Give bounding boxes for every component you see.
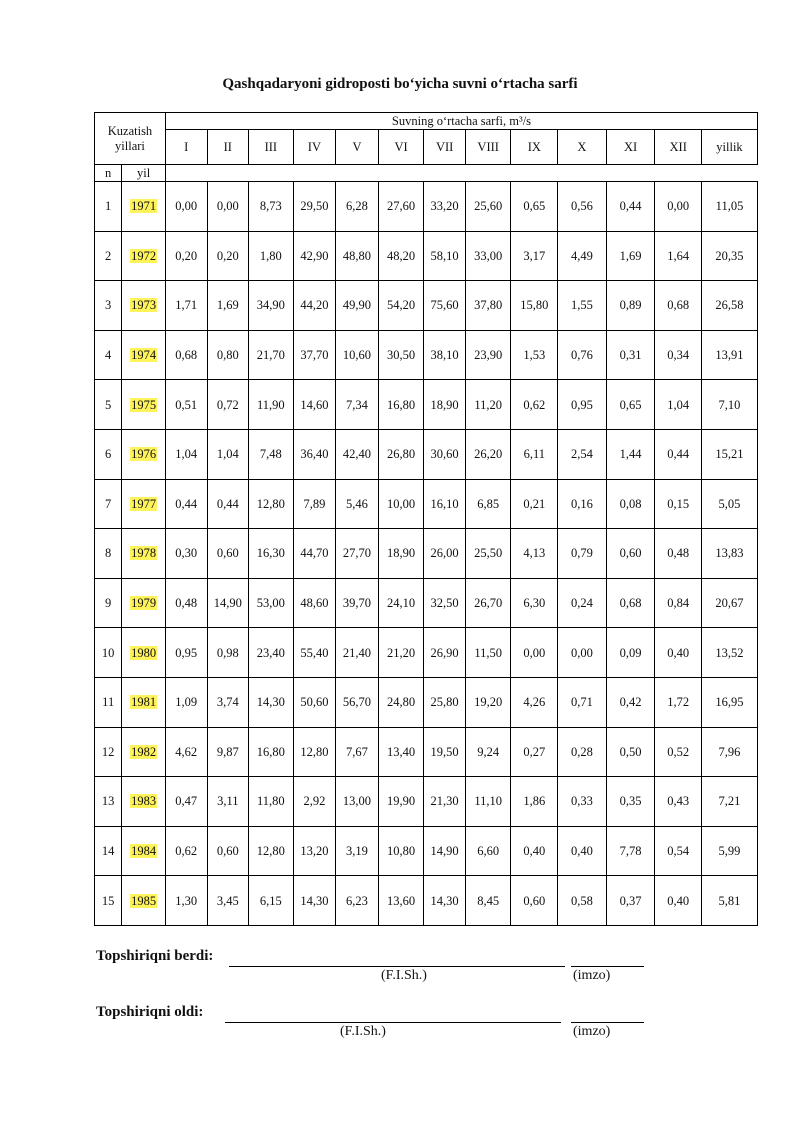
value-cell: 29,50 bbox=[293, 182, 336, 232]
month-header: VIII bbox=[465, 130, 511, 165]
value-cell: 49,90 bbox=[336, 281, 379, 331]
value-cell: 53,00 bbox=[249, 578, 294, 628]
row-number: 10 bbox=[95, 628, 122, 678]
year-highlight: 1982 bbox=[131, 744, 157, 759]
value-cell: 0,79 bbox=[558, 529, 607, 579]
table-row bbox=[95, 677, 758, 727]
value-cell: 16,95 bbox=[701, 677, 757, 727]
row-number: 15 bbox=[95, 876, 122, 926]
row-number: 12 bbox=[95, 727, 122, 777]
value-cell: 0,37 bbox=[606, 876, 655, 926]
given-by-name-line bbox=[229, 966, 565, 967]
value-cell: 6,11 bbox=[511, 429, 558, 479]
value-cell: 0,54 bbox=[655, 826, 702, 876]
year-header: yil bbox=[122, 165, 166, 182]
value-cell: 21,20 bbox=[378, 628, 424, 678]
value-cell: 58,10 bbox=[424, 231, 466, 281]
value-cell: 0,60 bbox=[606, 529, 655, 579]
value-cell: 26,80 bbox=[378, 429, 424, 479]
value-cell: 18,90 bbox=[424, 380, 466, 430]
value-cell: 15,21 bbox=[701, 429, 757, 479]
value-cell: 0,80 bbox=[207, 330, 249, 380]
year-cell bbox=[122, 628, 166, 678]
month-header: I bbox=[165, 130, 207, 165]
value-cell: 44,20 bbox=[293, 281, 336, 331]
value-cell: 6,15 bbox=[249, 876, 294, 926]
table-row bbox=[95, 281, 758, 331]
year-cell bbox=[122, 826, 166, 876]
value-cell: 20,35 bbox=[701, 231, 757, 281]
value-cell: 14,60 bbox=[293, 380, 336, 430]
value-cell: 10,60 bbox=[336, 330, 379, 380]
value-cell: 0,60 bbox=[207, 529, 249, 579]
value-cell: 4,13 bbox=[511, 529, 558, 579]
value-cell: 0,44 bbox=[606, 182, 655, 232]
value-cell: 0,76 bbox=[558, 330, 607, 380]
row-number: 13 bbox=[95, 777, 122, 827]
value-cell: 1,04 bbox=[165, 429, 207, 479]
year-cell bbox=[122, 429, 166, 479]
row-number: 4 bbox=[95, 330, 122, 380]
value-cell: 36,40 bbox=[293, 429, 336, 479]
year-cell bbox=[122, 182, 166, 232]
value-cell: 0,27 bbox=[511, 727, 558, 777]
value-cell: 14,30 bbox=[249, 677, 294, 727]
value-cell: 26,20 bbox=[465, 429, 511, 479]
value-cell: 32,50 bbox=[424, 578, 466, 628]
value-cell: 18,90 bbox=[378, 529, 424, 579]
value-cell: 11,80 bbox=[249, 777, 294, 827]
value-cell: 8,45 bbox=[465, 876, 511, 926]
value-cell: 14,30 bbox=[293, 876, 336, 926]
value-cell: 23,90 bbox=[465, 330, 511, 380]
value-cell: 0,31 bbox=[606, 330, 655, 380]
value-cell: 21,40 bbox=[336, 628, 379, 678]
given-by-signature-line bbox=[571, 966, 644, 967]
value-cell: 0,71 bbox=[558, 677, 607, 727]
year-highlight: 1974 bbox=[131, 348, 157, 363]
value-cell: 30,50 bbox=[378, 330, 424, 380]
value-cell: 33,20 bbox=[424, 182, 466, 232]
row-number: 6 bbox=[95, 429, 122, 479]
value-cell: 0,98 bbox=[207, 628, 249, 678]
value-cell: 0,30 bbox=[165, 529, 207, 579]
value-cell: 0,68 bbox=[606, 578, 655, 628]
row-number: 5 bbox=[95, 380, 122, 430]
value-cell: 42,90 bbox=[293, 231, 336, 281]
value-cell: 0,08 bbox=[606, 479, 655, 529]
value-cell: 0,52 bbox=[655, 727, 702, 777]
value-cell: 0,47 bbox=[165, 777, 207, 827]
row-number: 9 bbox=[95, 578, 122, 628]
value-cell: 0,35 bbox=[606, 777, 655, 827]
month-header: VII bbox=[424, 130, 466, 165]
value-cell: 0,20 bbox=[165, 231, 207, 281]
value-cell: 12,80 bbox=[249, 826, 294, 876]
year-cell bbox=[122, 529, 166, 579]
value-cell: 50,60 bbox=[293, 677, 336, 727]
value-cell: 8,73 bbox=[249, 182, 294, 232]
value-cell: 42,40 bbox=[336, 429, 379, 479]
value-cell: 24,80 bbox=[378, 677, 424, 727]
value-cell: 26,58 bbox=[701, 281, 757, 331]
row-number: 14 bbox=[95, 826, 122, 876]
value-cell: 0,21 bbox=[511, 479, 558, 529]
value-cell: 33,00 bbox=[465, 231, 511, 281]
value-cell: 0,33 bbox=[558, 777, 607, 827]
value-cell: 0,00 bbox=[655, 182, 702, 232]
value-cell: 0,95 bbox=[558, 380, 607, 430]
value-cell: 15,80 bbox=[511, 281, 558, 331]
value-cell: 1,86 bbox=[511, 777, 558, 827]
value-cell: 1,04 bbox=[655, 380, 702, 430]
value-cell: 0,60 bbox=[511, 876, 558, 926]
year-highlight: 1976 bbox=[131, 447, 157, 462]
table-row bbox=[95, 628, 758, 678]
value-cell: 1,09 bbox=[165, 677, 207, 727]
year-cell bbox=[122, 876, 166, 926]
value-cell: 26,70 bbox=[465, 578, 511, 628]
value-cell: 6,23 bbox=[336, 876, 379, 926]
value-cell: 0,72 bbox=[207, 380, 249, 430]
value-cell: 5,99 bbox=[701, 826, 757, 876]
value-cell: 0,40 bbox=[558, 826, 607, 876]
value-cell: 7,10 bbox=[701, 380, 757, 430]
value-cell: 0,09 bbox=[606, 628, 655, 678]
value-cell: 13,20 bbox=[293, 826, 336, 876]
value-cell: 7,96 bbox=[701, 727, 757, 777]
given-by-fish-caption: (F.I.Sh.) bbox=[381, 968, 427, 983]
value-cell: 11,05 bbox=[701, 182, 757, 232]
year-highlight: 1983 bbox=[131, 794, 157, 809]
value-cell: 1,53 bbox=[511, 330, 558, 380]
month-header: III bbox=[249, 130, 294, 165]
received-by-name-line bbox=[225, 1022, 561, 1023]
value-cell: 0,24 bbox=[558, 578, 607, 628]
value-cell: 0,44 bbox=[207, 479, 249, 529]
value-cell: 26,90 bbox=[424, 628, 466, 678]
value-cell: 0,89 bbox=[606, 281, 655, 331]
value-cell: 0,51 bbox=[165, 380, 207, 430]
value-cell: 0,43 bbox=[655, 777, 702, 827]
value-cell: 21,30 bbox=[424, 777, 466, 827]
year-highlight: 1978 bbox=[131, 546, 157, 561]
table-row bbox=[95, 578, 758, 628]
mean-flow-header: Suvning o‘rtacha sarfi, m³/s bbox=[165, 113, 757, 130]
value-cell: 55,40 bbox=[293, 628, 336, 678]
value-cell: 25,50 bbox=[465, 529, 511, 579]
value-cell: 48,20 bbox=[378, 231, 424, 281]
value-cell: 24,10 bbox=[378, 578, 424, 628]
value-cell: 9,87 bbox=[207, 727, 249, 777]
value-cell: 25,60 bbox=[465, 182, 511, 232]
value-cell: 30,60 bbox=[424, 429, 466, 479]
value-cell: 0,65 bbox=[606, 380, 655, 430]
value-cell: 0,44 bbox=[655, 429, 702, 479]
value-cell: 0,15 bbox=[655, 479, 702, 529]
value-cell: 14,90 bbox=[207, 578, 249, 628]
value-cell: 23,40 bbox=[249, 628, 294, 678]
value-cell: 1,80 bbox=[249, 231, 294, 281]
value-cell: 38,10 bbox=[424, 330, 466, 380]
value-cell: 27,70 bbox=[336, 529, 379, 579]
value-cell: 37,70 bbox=[293, 330, 336, 380]
value-cell: 1,69 bbox=[207, 281, 249, 331]
value-cell: 16,80 bbox=[378, 380, 424, 430]
table-row bbox=[95, 182, 758, 232]
value-cell: 37,80 bbox=[465, 281, 511, 331]
year-cell bbox=[122, 727, 166, 777]
value-cell: 19,20 bbox=[465, 677, 511, 727]
value-cell: 48,60 bbox=[293, 578, 336, 628]
value-cell: 75,60 bbox=[424, 281, 466, 331]
given-by-imzo-caption: (imzo) bbox=[573, 968, 611, 983]
value-cell: 34,90 bbox=[249, 281, 294, 331]
received-by-signature-line bbox=[571, 1022, 644, 1023]
year-highlight: 1980 bbox=[131, 645, 157, 660]
value-cell: 4,62 bbox=[165, 727, 207, 777]
value-cell: 0,68 bbox=[655, 281, 702, 331]
row-number: 3 bbox=[95, 281, 122, 331]
table-row bbox=[95, 231, 758, 281]
value-cell: 10,00 bbox=[378, 479, 424, 529]
received-by-imzo-caption: (imzo) bbox=[573, 1024, 611, 1039]
year-highlight: 1979 bbox=[131, 596, 157, 611]
year-highlight: 1971 bbox=[131, 199, 157, 214]
value-cell: 16,30 bbox=[249, 529, 294, 579]
value-cell: 0,48 bbox=[165, 578, 207, 628]
value-cell: 3,45 bbox=[207, 876, 249, 926]
year-cell bbox=[122, 380, 166, 430]
value-cell: 2,92 bbox=[293, 777, 336, 827]
value-cell: 0,34 bbox=[655, 330, 702, 380]
table-row bbox=[95, 479, 758, 529]
value-cell: 14,90 bbox=[424, 826, 466, 876]
value-cell: 6,85 bbox=[465, 479, 511, 529]
value-cell: 25,80 bbox=[424, 677, 466, 727]
year-cell bbox=[122, 231, 166, 281]
value-cell: 0,00 bbox=[511, 628, 558, 678]
table-row bbox=[95, 330, 758, 380]
table-row bbox=[95, 529, 758, 579]
value-cell: 13,91 bbox=[701, 330, 757, 380]
value-cell: 16,80 bbox=[249, 727, 294, 777]
year-highlight: 1975 bbox=[131, 397, 157, 412]
value-cell: 2,54 bbox=[558, 429, 607, 479]
year-cell bbox=[122, 677, 166, 727]
value-cell: 7,89 bbox=[293, 479, 336, 529]
row-number: 2 bbox=[95, 231, 122, 281]
value-cell: 12,80 bbox=[249, 479, 294, 529]
table-row bbox=[95, 777, 758, 827]
value-cell: 0,84 bbox=[655, 578, 702, 628]
value-cell: 10,80 bbox=[378, 826, 424, 876]
value-cell: 1,69 bbox=[606, 231, 655, 281]
value-cell: 0,20 bbox=[207, 231, 249, 281]
page-title: Qashqadaryoni gidroposti bo‘yicha suvni o‘rtacha sarfi bbox=[222, 76, 578, 92]
table-row bbox=[95, 380, 758, 430]
value-cell: 0,00 bbox=[558, 628, 607, 678]
month-header: yillik bbox=[701, 130, 757, 165]
value-cell: 1,30 bbox=[165, 876, 207, 926]
table-row bbox=[95, 876, 758, 926]
value-cell: 3,19 bbox=[336, 826, 379, 876]
value-cell: 5,81 bbox=[701, 876, 757, 926]
received-by-fish-caption: (F.I.Sh.) bbox=[340, 1024, 386, 1039]
value-cell: 1,64 bbox=[655, 231, 702, 281]
value-cell: 0,40 bbox=[655, 628, 702, 678]
value-cell: 6,30 bbox=[511, 578, 558, 628]
value-cell: 13,00 bbox=[336, 777, 379, 827]
value-cell: 11,20 bbox=[465, 380, 511, 430]
observation-years-header: Kuzatish yillari bbox=[95, 113, 166, 165]
value-cell: 13,83 bbox=[701, 529, 757, 579]
year-cell bbox=[122, 281, 166, 331]
table-row bbox=[95, 727, 758, 777]
month-header: IX bbox=[511, 130, 558, 165]
row-number: 1 bbox=[95, 182, 122, 232]
year-highlight: 1984 bbox=[131, 844, 157, 859]
n-header: n bbox=[95, 165, 122, 182]
year-highlight: 1981 bbox=[131, 695, 157, 710]
value-cell: 27,60 bbox=[378, 182, 424, 232]
month-header: V bbox=[336, 130, 379, 165]
value-cell: 3,74 bbox=[207, 677, 249, 727]
value-cell: 0,48 bbox=[655, 529, 702, 579]
value-cell: 0,62 bbox=[511, 380, 558, 430]
value-cell: 0,58 bbox=[558, 876, 607, 926]
month-header: XII bbox=[655, 130, 702, 165]
row-number: 11 bbox=[95, 677, 122, 727]
value-cell: 11,10 bbox=[465, 777, 511, 827]
value-cell: 1,55 bbox=[558, 281, 607, 331]
value-cell: 1,71 bbox=[165, 281, 207, 331]
value-cell: 39,70 bbox=[336, 578, 379, 628]
value-cell: 5,05 bbox=[701, 479, 757, 529]
value-cell: 13,52 bbox=[701, 628, 757, 678]
given-by-label: Topshiriqni berdi: bbox=[96, 948, 214, 964]
value-cell: 11,90 bbox=[249, 380, 294, 430]
month-header: IV bbox=[293, 130, 336, 165]
value-cell: 0,16 bbox=[558, 479, 607, 529]
value-cell: 0,62 bbox=[165, 826, 207, 876]
value-cell: 6,60 bbox=[465, 826, 511, 876]
value-cell: 0,40 bbox=[511, 826, 558, 876]
value-cell: 0,68 bbox=[165, 330, 207, 380]
year-highlight: 1985 bbox=[131, 893, 157, 908]
flow-table bbox=[94, 112, 758, 926]
row-number: 7 bbox=[95, 479, 122, 529]
value-cell: 48,80 bbox=[336, 231, 379, 281]
value-cell: 0,00 bbox=[165, 182, 207, 232]
value-cell: 5,46 bbox=[336, 479, 379, 529]
value-cell: 44,70 bbox=[293, 529, 336, 579]
value-cell: 0,00 bbox=[207, 182, 249, 232]
value-cell: 20,67 bbox=[701, 578, 757, 628]
year-highlight: 1973 bbox=[131, 298, 157, 313]
value-cell: 19,50 bbox=[424, 727, 466, 777]
value-cell: 0,56 bbox=[558, 182, 607, 232]
value-cell: 0,95 bbox=[165, 628, 207, 678]
value-cell: 0,28 bbox=[558, 727, 607, 777]
year-cell bbox=[122, 479, 166, 529]
value-cell: 1,72 bbox=[655, 677, 702, 727]
month-header: XI bbox=[606, 130, 655, 165]
value-cell: 0,50 bbox=[606, 727, 655, 777]
value-cell: 1,04 bbox=[207, 429, 249, 479]
table-row bbox=[95, 429, 758, 479]
year-highlight: 1972 bbox=[131, 248, 157, 263]
month-header: X bbox=[558, 130, 607, 165]
value-cell: 7,67 bbox=[336, 727, 379, 777]
table-row bbox=[95, 826, 758, 876]
value-cell: 21,70 bbox=[249, 330, 294, 380]
value-cell: 0,65 bbox=[511, 182, 558, 232]
year-cell bbox=[122, 330, 166, 380]
value-cell: 6,28 bbox=[336, 182, 379, 232]
value-cell: 0,44 bbox=[165, 479, 207, 529]
month-header: II bbox=[207, 130, 249, 165]
value-cell: 19,90 bbox=[378, 777, 424, 827]
value-cell: 0,42 bbox=[606, 677, 655, 727]
value-cell: 26,00 bbox=[424, 529, 466, 579]
value-cell: 13,40 bbox=[378, 727, 424, 777]
value-cell: 7,34 bbox=[336, 380, 379, 430]
value-cell: 11,50 bbox=[465, 628, 511, 678]
value-cell: 54,20 bbox=[378, 281, 424, 331]
value-cell: 4,49 bbox=[558, 231, 607, 281]
value-cell: 13,60 bbox=[378, 876, 424, 926]
value-cell: 9,24 bbox=[465, 727, 511, 777]
value-cell: 1,44 bbox=[606, 429, 655, 479]
value-cell: 0,60 bbox=[207, 826, 249, 876]
value-cell: 7,21 bbox=[701, 777, 757, 827]
year-cell bbox=[122, 578, 166, 628]
received-by-label: Topshiriqni oldi: bbox=[96, 1004, 204, 1020]
value-cell: 14,30 bbox=[424, 876, 466, 926]
value-cell: 7,78 bbox=[606, 826, 655, 876]
value-cell: 16,10 bbox=[424, 479, 466, 529]
value-cell: 3,17 bbox=[511, 231, 558, 281]
value-cell: 4,26 bbox=[511, 677, 558, 727]
month-header: VI bbox=[378, 130, 424, 165]
value-cell: 56,70 bbox=[336, 677, 379, 727]
year-cell bbox=[122, 777, 166, 827]
value-cell: 0,40 bbox=[655, 876, 702, 926]
value-cell: 12,80 bbox=[293, 727, 336, 777]
row-number: 8 bbox=[95, 529, 122, 579]
value-cell: 3,11 bbox=[207, 777, 249, 827]
value-cell: 7,48 bbox=[249, 429, 294, 479]
year-highlight: 1977 bbox=[131, 496, 157, 511]
